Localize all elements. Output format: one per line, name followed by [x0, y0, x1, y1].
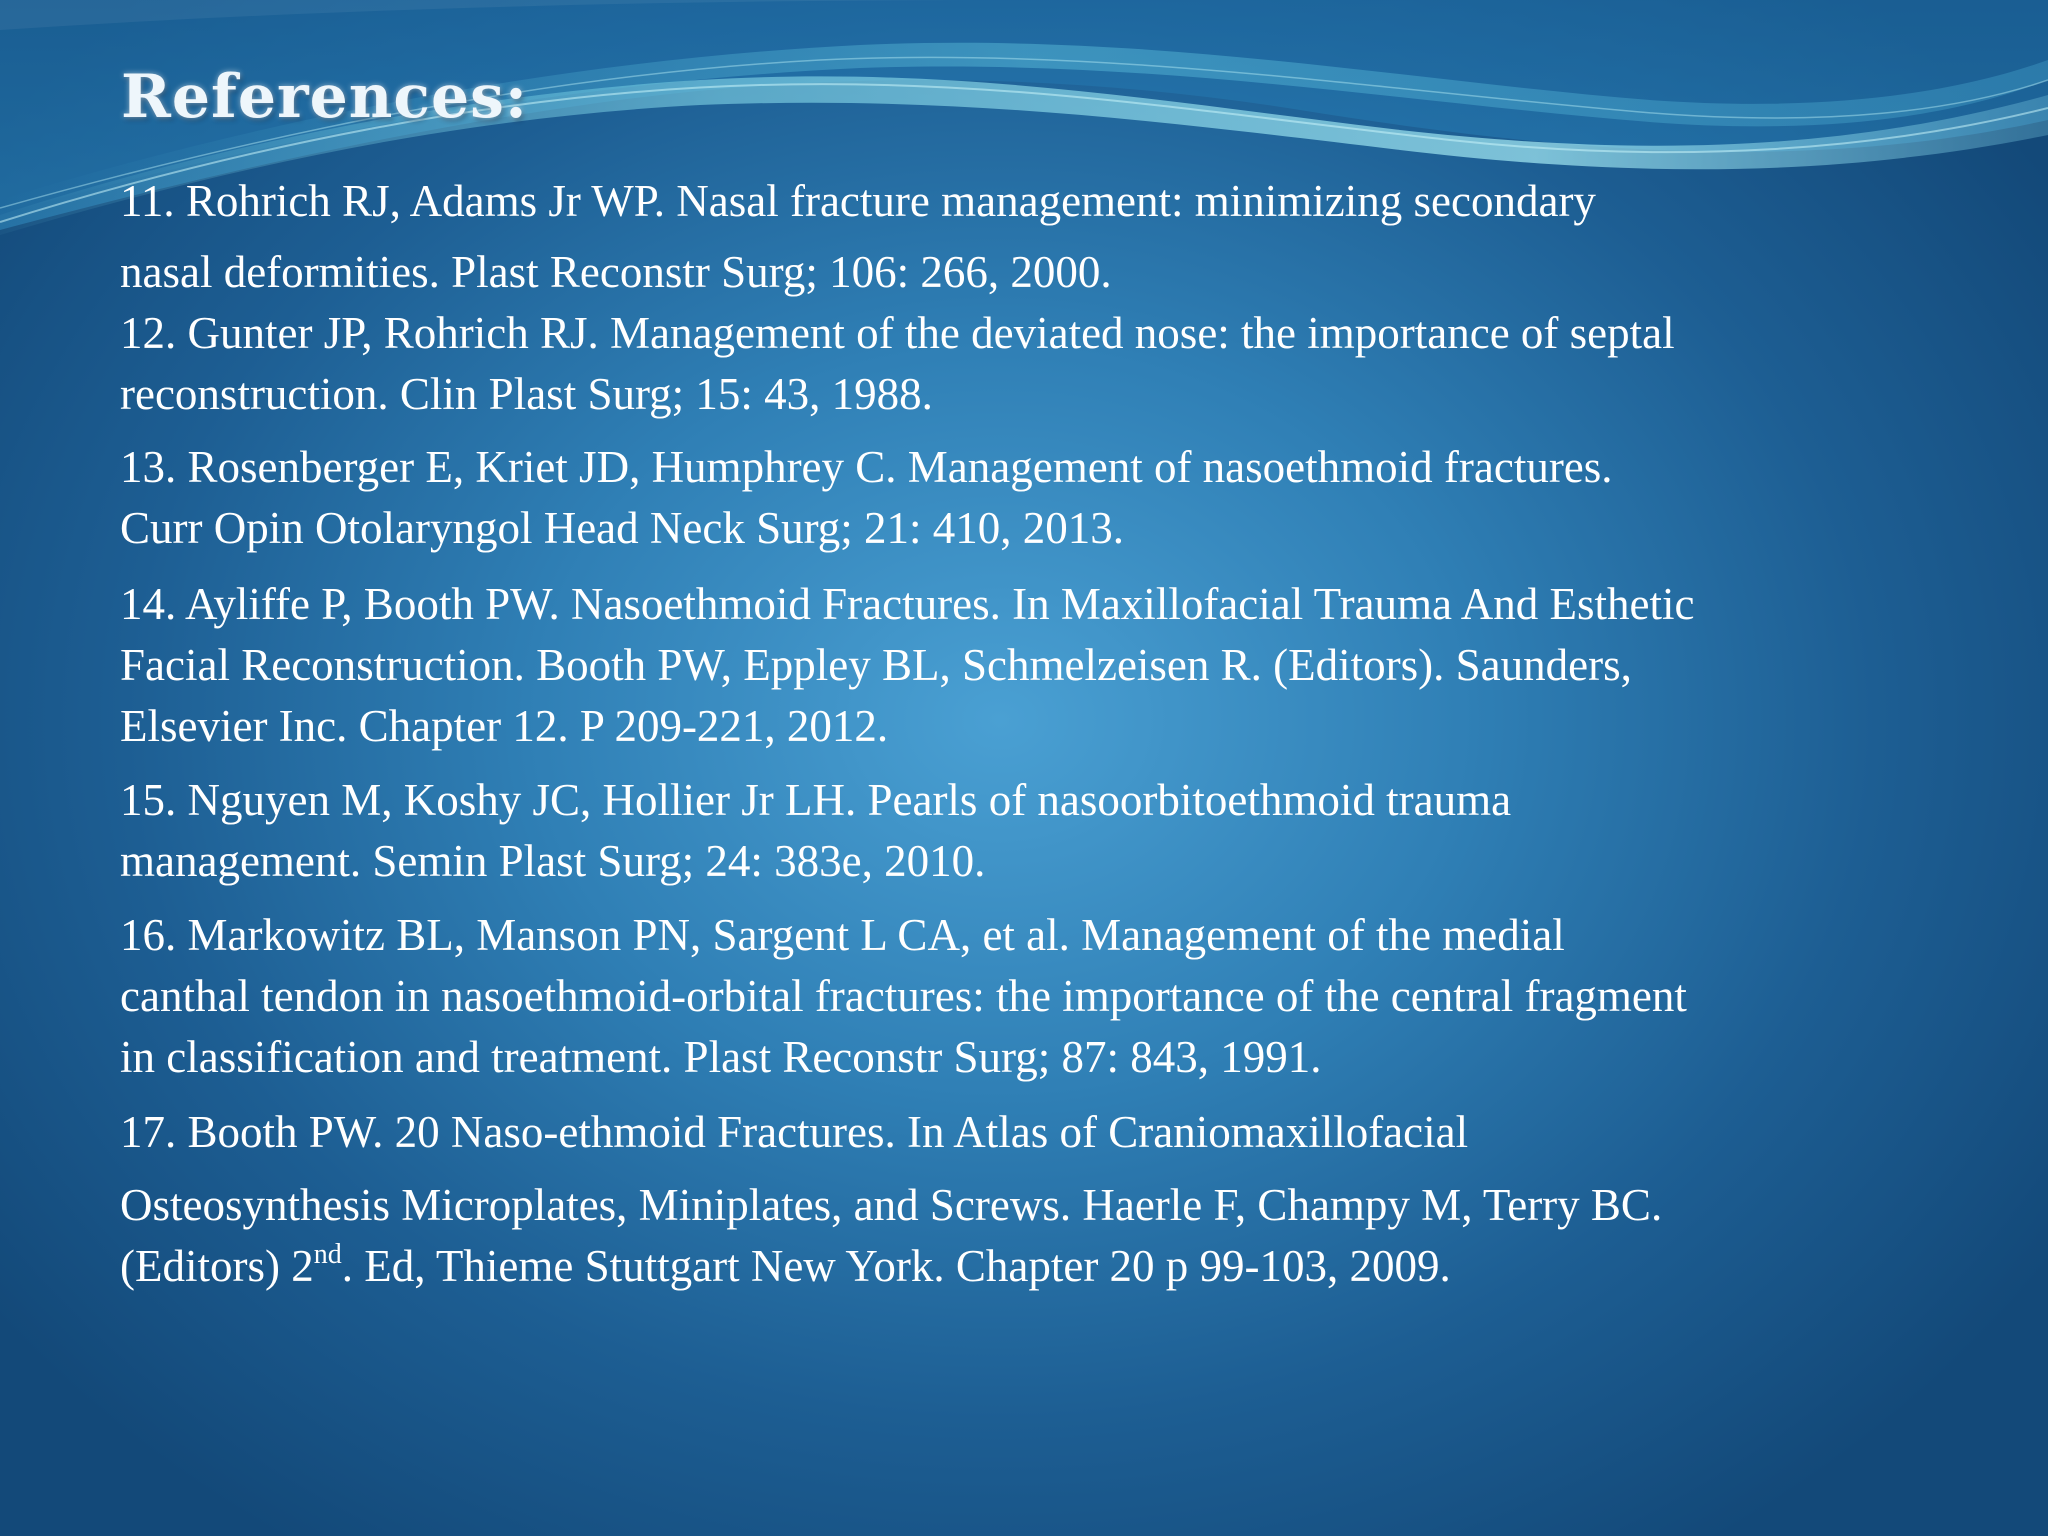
reference-line: 16. Markowitz BL, Manson PN, Sargent L CA, et al. Management of the medial	[120, 910, 1565, 960]
reference-line	[120, 1236, 1451, 1297]
reference-line: 17. Booth PW. 20 Naso-ethmoid Fractures. In Atlas of Craniomaxillofacial	[120, 1107, 1469, 1157]
reference-text: (Editors) 2	[120, 1241, 314, 1291]
reference-line: Curr Opin Otolaryngol Head Neck Surg; 21: 410, 2013.	[120, 503, 1125, 553]
reference-line: Facial Reconstruction. Booth PW, Eppley BL, Schmelzeisen R. (Editors). Saunders,	[120, 640, 1632, 690]
reference-line: 13. Rosenberger E, Kriet JD, Humphrey C. Management of nasoethmoid fractures.	[120, 442, 1613, 492]
reference-line: 14. Ayliffe P, Booth PW. Nasoethmoid Fractures. In Maxillofacial Trauma And Esthetic	[120, 579, 1695, 629]
reference-line: reconstruction. Clin Plast Surg; 15: 43, 1988.	[120, 369, 933, 419]
reference-line: canthal tendon in nasoethmoid-orbital fractures: the importance of the central fragment	[120, 971, 1687, 1021]
reference-line: nasal deformities. Plast Reconstr Surg; 106: 266, 2000.	[120, 247, 1112, 297]
reference-line: Elsevier Inc. Chapter 12. P 209-221, 2012.	[120, 701, 889, 751]
reference-line: management. Semin Plast Surg; 24: 383e, 2010.	[120, 836, 986, 886]
ordinal-superscript: nd	[313, 1239, 342, 1270]
reference-line: 15. Nguyen M, Koshy JC, Hollier Jr LH. Pearls of nasoorbitoethmoid trauma	[120, 775, 1512, 825]
slide-title: References:	[121, 62, 529, 132]
reference-line: 12. Gunter JP, Rohrich RJ. Management of the deviated nose: the importance of septal	[120, 308, 1675, 358]
reference-text: . Ed, Thieme Stuttgart New York. Chapter 20 p 99-103, 2009.	[341, 1241, 1451, 1291]
reference-line: Osteosynthesis Microplates, Miniplates, and Screws. Haerle F, Champy M, Terry BC.	[120, 1180, 1663, 1230]
reference-line: 11. Rohrich RJ, Adams Jr WP. Nasal fracture management: minimizing secondary	[120, 176, 1596, 226]
reference-line: in classification and treatment. Plast Reconstr Surg; 87: 843, 1991.	[120, 1032, 1322, 1082]
